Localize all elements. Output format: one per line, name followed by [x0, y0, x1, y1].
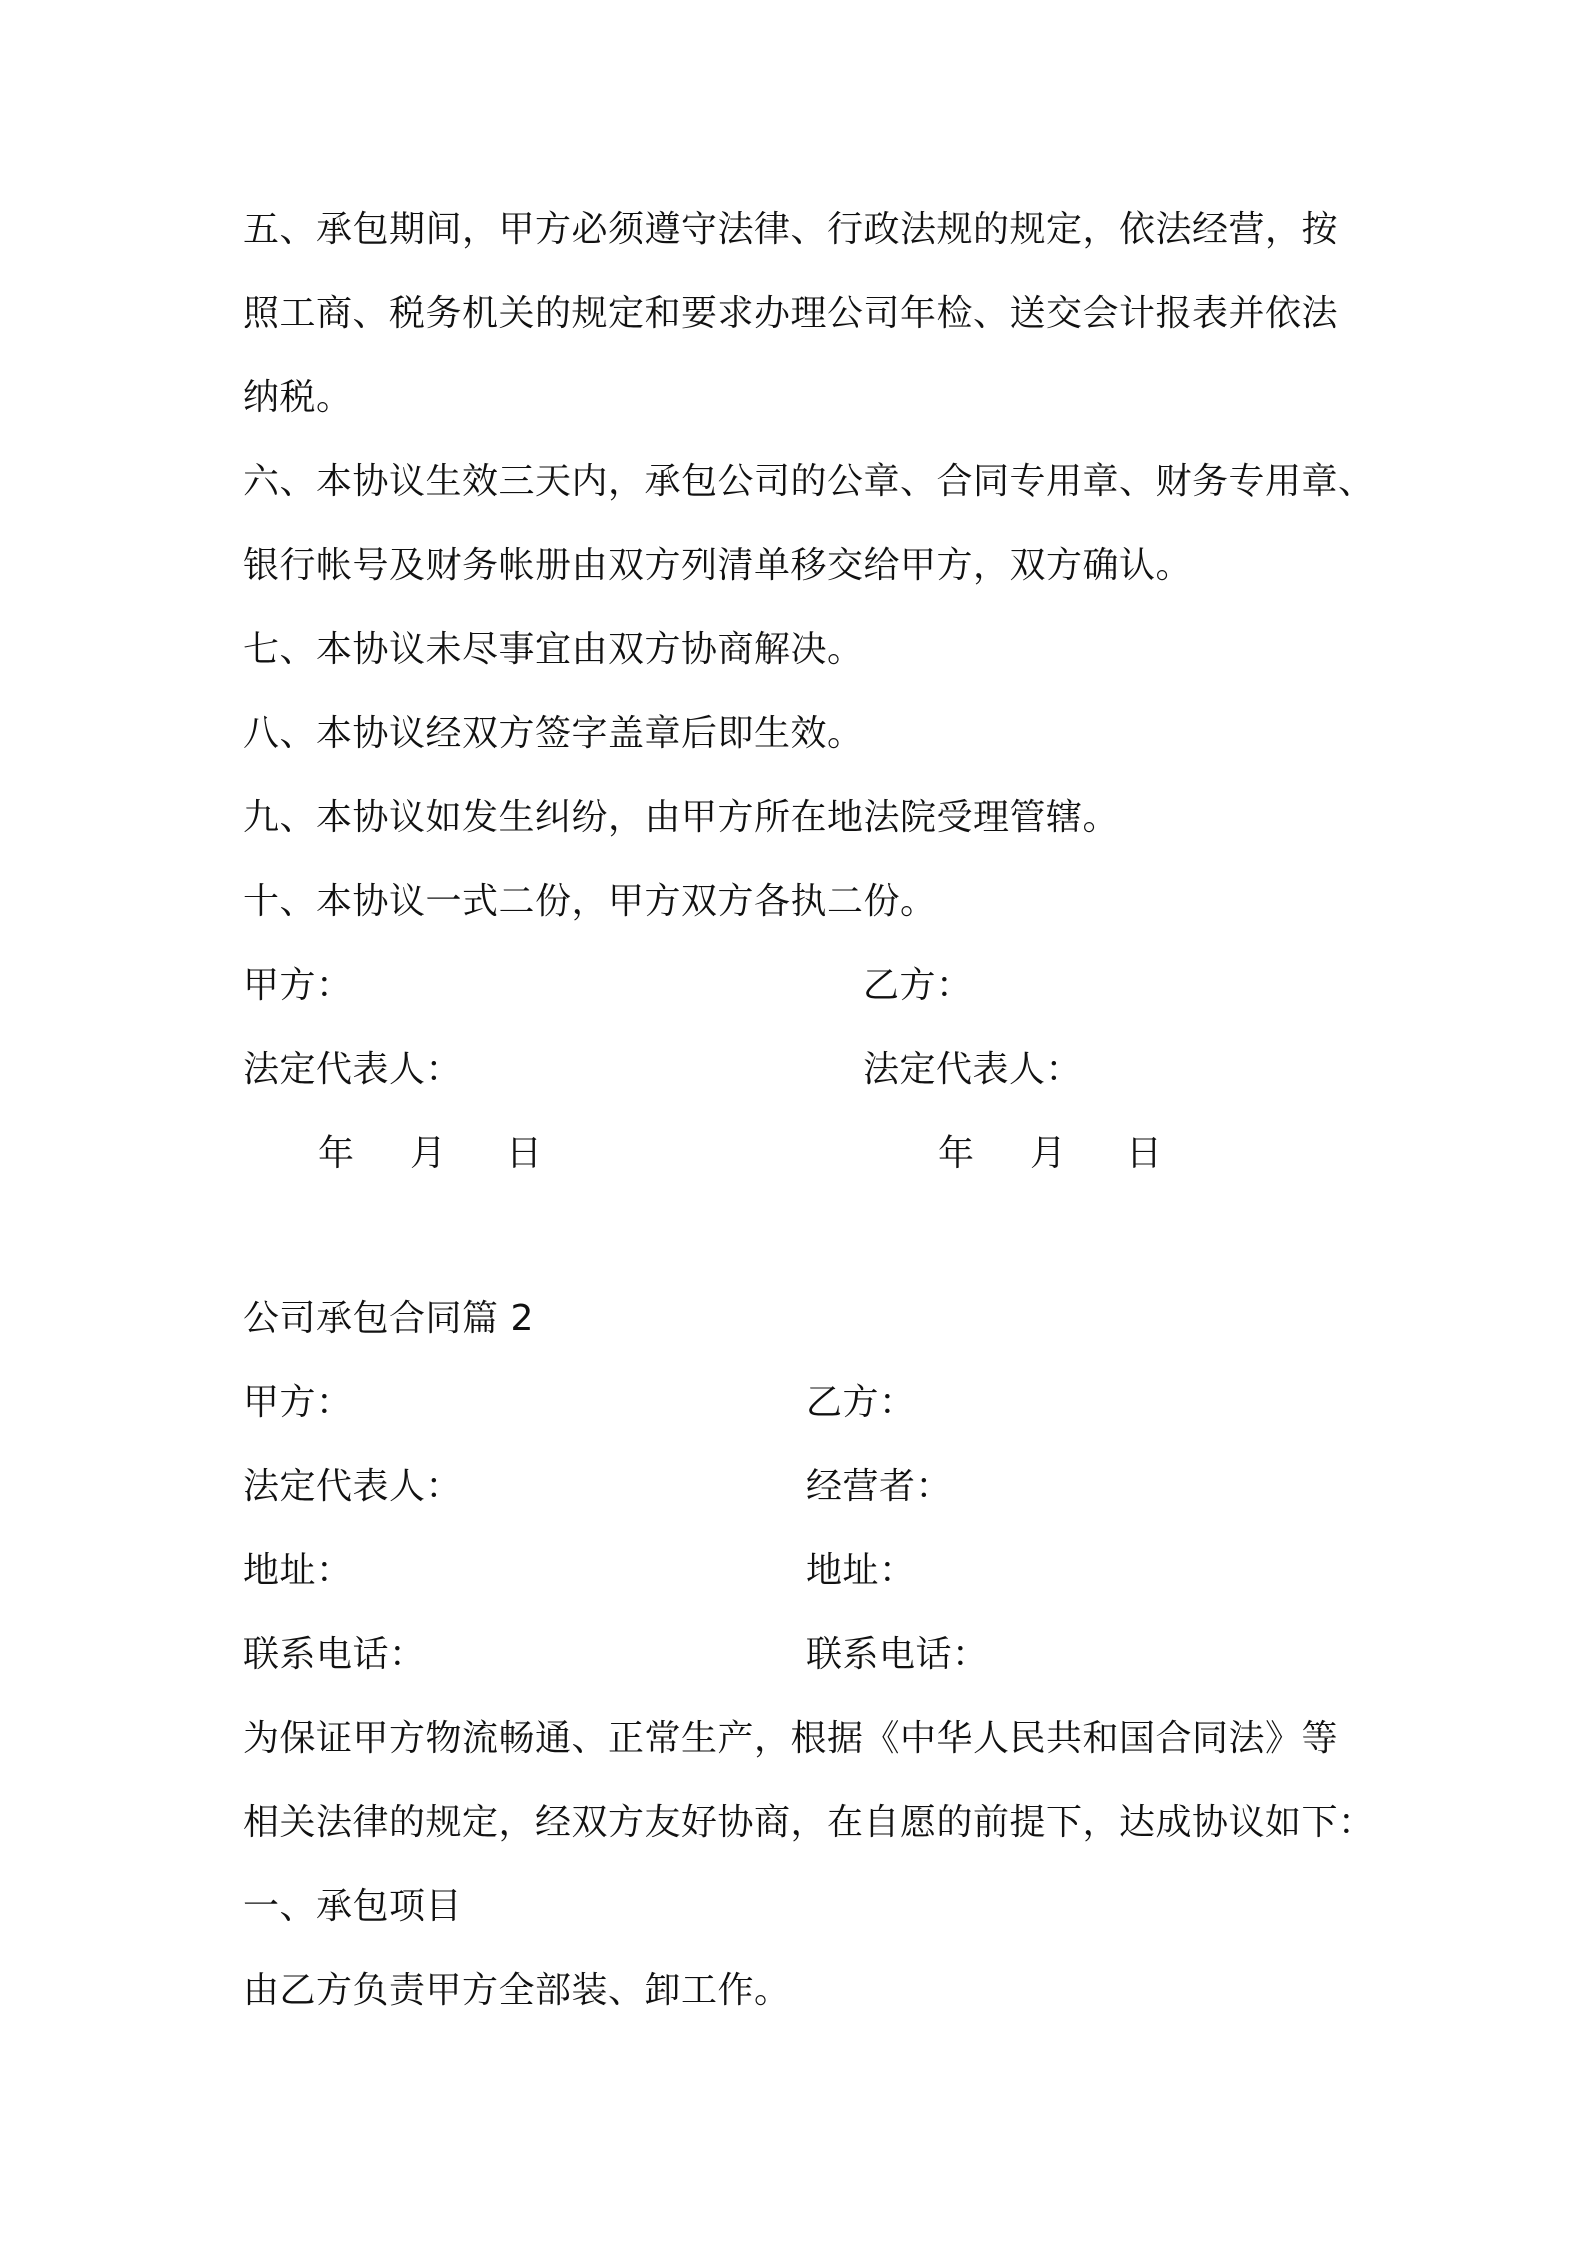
s2-party-a-rep-label: 法定代表人：	[243, 1466, 463, 1507]
s2-intro-line-2: 相关法律的规定，经双方友好协商，在自愿的前提下，达成协议如下：	[243, 1802, 1375, 1843]
party-b-date	[938, 1132, 1198, 1176]
s2-party-a-label: 甲方：	[243, 1382, 353, 1423]
date-day: 日	[1126, 1133, 1163, 1174]
s2-item-1-heading: 一、承包项目	[243, 1886, 463, 1927]
clause-7: 七、本协议未尽事宜由双方协商解决。	[243, 629, 864, 670]
party-a-date	[318, 1132, 578, 1176]
clause-9: 九、本协议如发生纠纷，由甲方所在地法院受理管辖。	[243, 797, 1120, 838]
clause-6-line-2: 银行帐号及财务帐册由双方列清单移交给甲方，双方确认。	[243, 545, 1193, 586]
s2-party-b-phone-label: 联系电话：	[806, 1634, 989, 1675]
date-year: 年	[938, 1133, 975, 1174]
clause-6-line-1: 六、本协议生效三天内，承包公司的公章、合同专用章、财务专用章、	[243, 461, 1375, 502]
clause-10: 十、本协议一式二份，甲方双方各执二份。	[243, 881, 937, 922]
s2-party-b-operator-label: 经营者：	[806, 1466, 953, 1507]
s2-party-a-address-label: 地址：	[243, 1550, 353, 1591]
date-month: 月	[410, 1133, 447, 1174]
clause-5-line-1: 五、承包期间，甲方必须遵守法律、行政法规的规定，依法经营，按	[243, 209, 1339, 250]
clause-5-line-2: 照工商、税务机关的规定和要求办理公司年检、送交会计报表并依法	[243, 293, 1339, 334]
date-month: 月	[1030, 1133, 1067, 1174]
clause-5-line-3: 纳税。	[243, 377, 353, 418]
s2-intro-line-1: 为保证甲方物流畅通、正常生产，根据《中华人民共和国合同法》等	[243, 1718, 1339, 1759]
date-year: 年	[318, 1133, 355, 1174]
section-2-title: 公司承包合同篇 2	[243, 1298, 534, 1339]
party-b-rep-label: 法定代表人：	[863, 1049, 1083, 1090]
party-b-label: 乙方：	[863, 965, 973, 1006]
s2-party-b-address-label: 地址：	[806, 1550, 916, 1591]
party-a-rep-label: 法定代表人：	[243, 1049, 463, 1090]
clause-8: 八、本协议经双方签字盖章后即生效。	[243, 713, 864, 754]
date-day: 日	[506, 1133, 543, 1174]
party-a-label: 甲方：	[243, 965, 353, 1006]
s2-party-a-phone-label: 联系电话：	[243, 1634, 426, 1675]
s2-item-1-text: 由乙方负责甲方全部装、卸工作。	[243, 1970, 791, 2011]
s2-party-b-label: 乙方：	[806, 1382, 916, 1423]
